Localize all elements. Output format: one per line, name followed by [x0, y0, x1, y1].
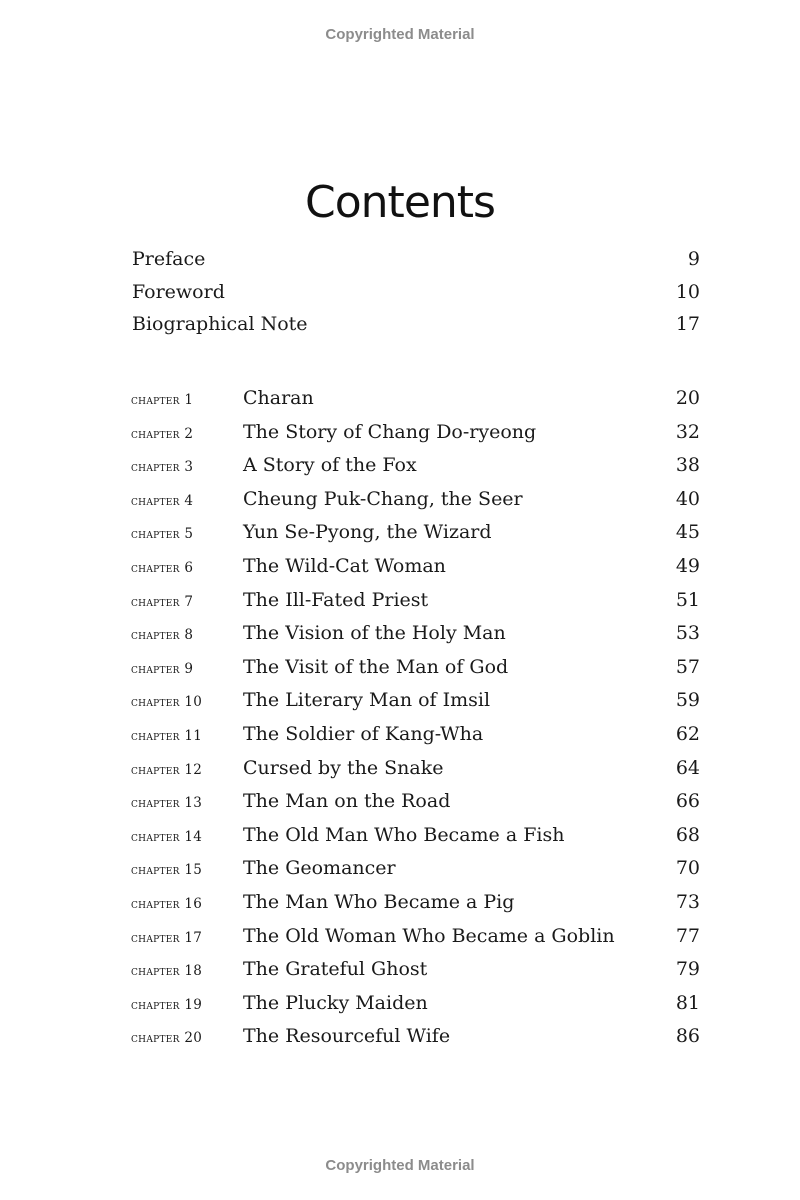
chapter-entry[interactable] [131, 992, 700, 1026]
chapter-title: The Vision of the Holy Man [243, 622, 506, 645]
page-number: 51 [675, 588, 700, 611]
chapter-entry[interactable] [131, 387, 700, 421]
chapter-entry[interactable] [131, 421, 700, 455]
page-number: 86 [675, 1025, 700, 1048]
chapter-title: The Story of Chang Do-ryeong [243, 420, 537, 443]
chapter-entry[interactable] [131, 521, 700, 555]
chapter-entry[interactable] [131, 723, 700, 757]
chapter-label: chapter 10 [131, 694, 203, 711]
chapter-title: The Plucky Maiden [243, 991, 428, 1014]
chapter-label: chapter 8 [131, 627, 194, 644]
chapter-title: Yun Se-Pyong, the Wizard [243, 521, 492, 544]
page-number: 45 [675, 521, 700, 544]
chapter-label: chapter 9 [131, 660, 194, 677]
page-number: 57 [675, 655, 700, 678]
chapter-entry[interactable] [131, 925, 700, 959]
page-number: 64 [675, 756, 700, 779]
chapter-label: chapter 5 [131, 526, 194, 543]
chapter-title: The Man Who Became a Pig [243, 890, 515, 913]
chapter-entry[interactable] [131, 857, 700, 891]
chapter-title: The Soldier of Kang-Wha [243, 722, 484, 745]
chapter-entry[interactable] [131, 1025, 700, 1059]
chapter-list [131, 387, 700, 1059]
page-number: 68 [675, 823, 700, 846]
front-matter-entry[interactable] [132, 281, 700, 314]
chapter-label: chapter 7 [131, 593, 194, 610]
page-number: 49 [675, 554, 700, 577]
chapter-entry[interactable] [131, 824, 700, 858]
copyright-watermark-top: Copyrighted Material [325, 26, 475, 43]
contents-heading: Contents [305, 177, 495, 229]
chapter-title: The Ill-Fated Priest [243, 588, 429, 611]
chapter-label: chapter 3 [131, 459, 194, 476]
chapter-title: The Man on the Road [243, 790, 451, 813]
chapter-label: chapter 16 [131, 895, 203, 912]
front-matter-entry[interactable] [132, 248, 700, 281]
chapter-entry[interactable] [131, 555, 700, 589]
chapter-label: chapter 20 [131, 1030, 203, 1047]
entry-title: Foreword [132, 280, 225, 303]
page-number: 70 [675, 857, 700, 880]
chapter-label: chapter 11 [131, 727, 203, 744]
entry-title: Preface [132, 248, 206, 270]
page-number: 40 [675, 487, 700, 510]
chapter-title: The Grateful Ghost [243, 958, 428, 981]
chapter-label: chapter 15 [131, 862, 203, 879]
chapter-label: chapter 14 [131, 828, 203, 845]
chapter-label: chapter 4 [131, 492, 194, 509]
chapter-entry[interactable] [131, 790, 700, 824]
chapter-title: The Old Man Who Became a Fish [243, 823, 565, 846]
front-matter-list [132, 248, 700, 346]
chapter-entry[interactable] [131, 656, 700, 690]
chapter-title: Cheung Puk-Chang, the Seer [243, 487, 523, 510]
page-number: 10 [675, 280, 700, 303]
chapter-entry[interactable] [131, 454, 700, 488]
page-number: 66 [675, 790, 700, 813]
page-number: 9 [687, 248, 700, 270]
chapter-title: Charan [243, 387, 314, 409]
chapter-label: chapter 13 [131, 795, 203, 812]
chapter-label: chapter 12 [131, 761, 203, 778]
chapter-title: A Story of the Fox [243, 454, 417, 477]
chapter-title: The Resourceful Wife [243, 1025, 451, 1048]
chapter-label: chapter 18 [131, 963, 203, 980]
chapter-label: chapter 6 [131, 559, 194, 576]
page-number: 59 [675, 689, 700, 712]
chapter-entry[interactable] [131, 958, 700, 992]
chapter-title: The Geomancer [243, 857, 396, 880]
chapter-label: chapter 19 [131, 996, 203, 1013]
page-number: 77 [675, 924, 700, 947]
page-number: 38 [675, 454, 700, 477]
chapter-entry[interactable] [131, 488, 700, 522]
page-number: 20 [675, 387, 700, 409]
chapter-title: Cursed by the Snake [243, 756, 444, 779]
chapter-entry[interactable] [131, 891, 700, 925]
chapter-label: chapter 1 [131, 392, 194, 408]
front-matter-entry[interactable] [132, 313, 700, 346]
chapter-title: The Visit of the Man of God [243, 655, 509, 678]
chapter-title: The Literary Man of Imsil [243, 689, 491, 712]
page-number: 32 [675, 420, 700, 443]
chapter-entry[interactable] [131, 757, 700, 791]
page-number: 79 [675, 958, 700, 981]
chapter-entry[interactable] [131, 622, 700, 656]
chapter-title: The Old Woman Who Became a Goblin [243, 924, 615, 947]
chapter-label: chapter 2 [131, 425, 194, 442]
page-number: 81 [675, 991, 700, 1014]
entry-title: Biographical Note [132, 313, 308, 335]
chapter-title: The Wild-Cat Woman [243, 554, 446, 577]
chapter-entry[interactable] [131, 589, 700, 623]
page-number: 53 [675, 622, 700, 645]
page-number: 73 [675, 890, 700, 913]
page-number: 17 [675, 313, 700, 335]
copyright-watermark-bottom: Copyrighted Material [325, 1157, 475, 1174]
page-number: 62 [675, 722, 700, 745]
chapter-label: chapter 17 [131, 929, 203, 946]
chapter-entry[interactable] [131, 689, 700, 723]
